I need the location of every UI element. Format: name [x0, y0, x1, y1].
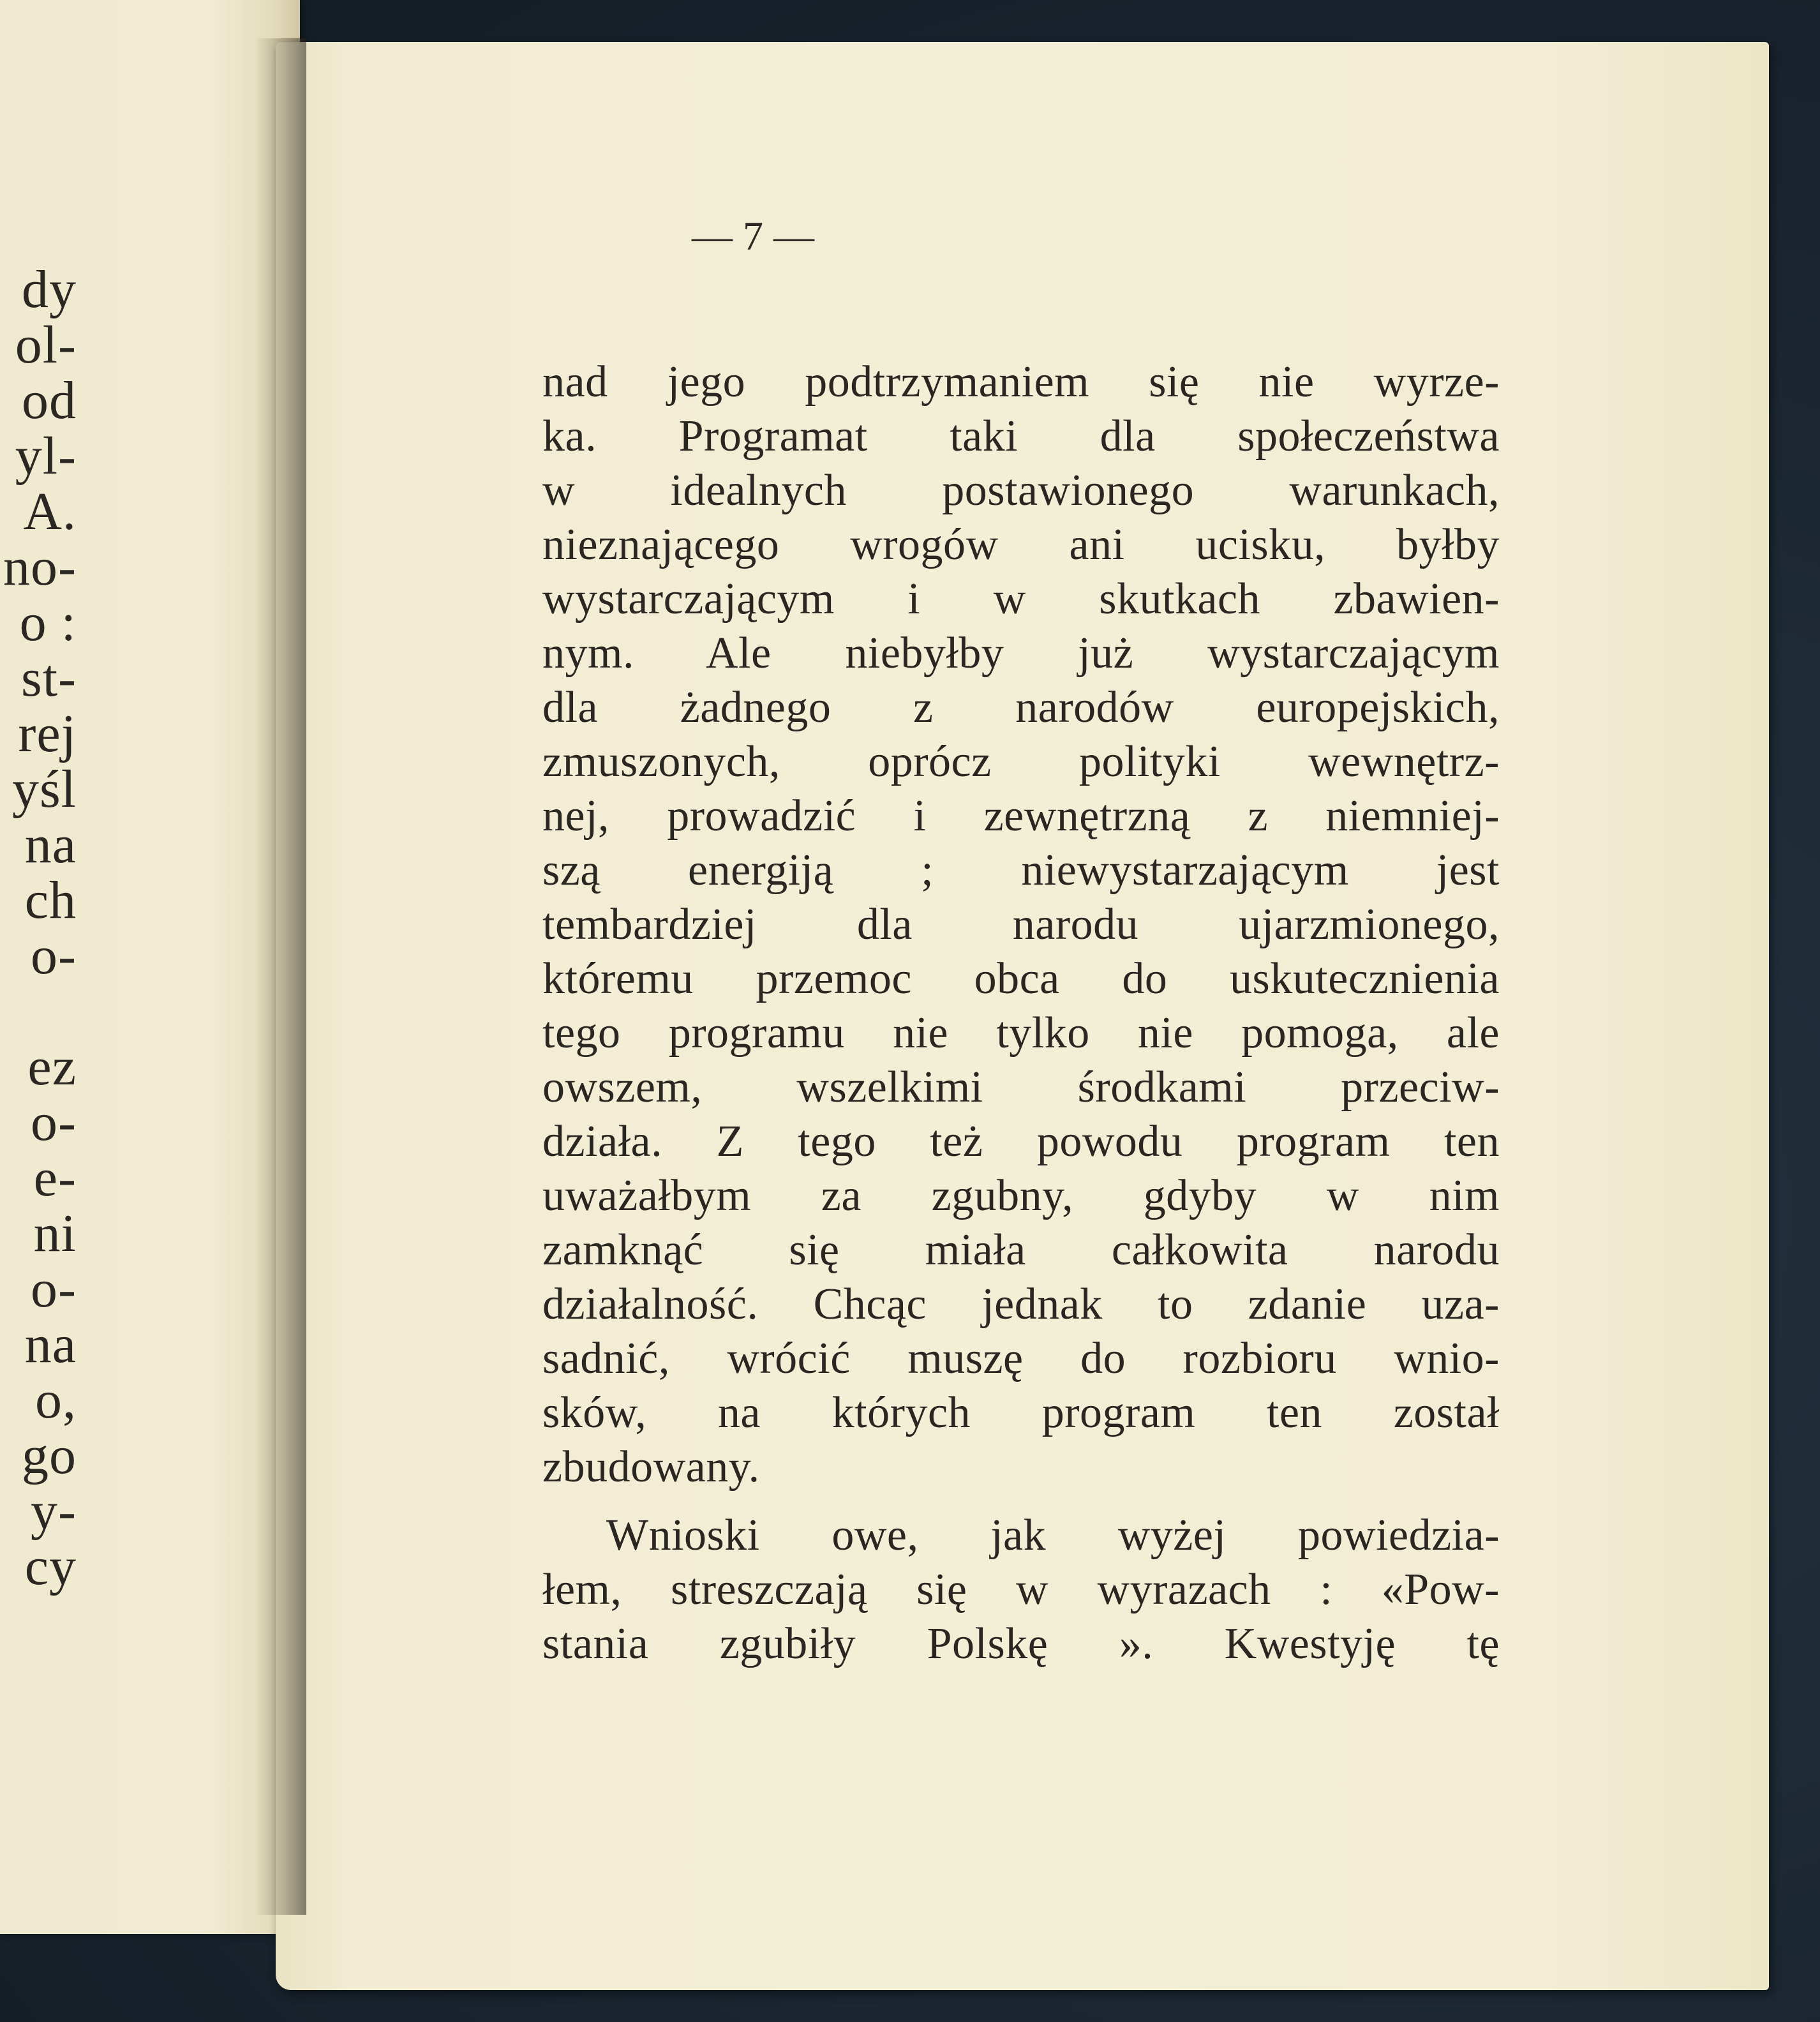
paragraph	[542, 1508, 1500, 1671]
left-page-fragment: o-	[31, 926, 77, 985]
left-page-fragment: no-	[3, 537, 77, 597]
text-line: tego programu nie tylko nie pomoga, ale	[542, 1008, 1500, 1058]
paragraph-spacer	[542, 1494, 1500, 1508]
left-page-fragment: st-	[21, 648, 77, 708]
text-line: dla żadnego z narodów europejskich,	[542, 683, 1500, 732]
text-line: szą energiją ; niewystarzającym jest	[542, 846, 1500, 895]
left-page-fragment: cy	[24, 1537, 77, 1596]
text-line: wystarczającym i w skutkach zbawien-	[542, 574, 1500, 624]
text-line: owszem, wszelkimi środkami przeciw-	[542, 1063, 1500, 1112]
text-line: uważałbym za zgubny, gdyby w nim	[542, 1171, 1500, 1220]
left-page-fragment: e-	[33, 1148, 77, 1208]
left-page-fragment: yl-	[15, 426, 77, 486]
left-page-fragment: go	[22, 1426, 77, 1485]
left-page-fragment: ol-	[15, 315, 77, 375]
text-line: nym. Ale niebyłby już wystarczającym	[542, 629, 1500, 678]
text-line: Wnioski owe, jak wyżej powiedzia-	[606, 1511, 1500, 1560]
left-page-text-fragments	[0, 262, 77, 1594]
page-body-text	[542, 355, 1500, 1671]
text-line: zbudowany.	[542, 1442, 760, 1492]
left-page-fragment: ez	[27, 1037, 77, 1097]
text-line: zmuszonych, oprócz polityki wewnętrz-	[542, 737, 1500, 786]
left-page-fragment: ch	[24, 871, 77, 930]
text-line: nieznającego wrogów ani ucisku, byłby	[542, 520, 1500, 569]
text-line: działa. Z tego też powodu program ten	[542, 1117, 1500, 1166]
text-line: łem, streszczają się w wyrazach : «Pow-	[542, 1565, 1500, 1614]
left-page-fragment: y-	[31, 1481, 77, 1541]
text-line: w idealnych postawionego warunkach,	[542, 466, 1500, 515]
left-page-fragment: na	[24, 1315, 77, 1374]
text-line: nad jego podtrzymaniem się nie wyrze-	[542, 357, 1500, 407]
left-page-fragment: ni	[33, 1204, 77, 1263]
left-page-fragment: rej	[18, 704, 77, 763]
text-line: tembardziej dla narodu ujarzmionego,	[542, 900, 1500, 949]
left-page-fragment: A.	[23, 482, 77, 541]
page-number: — 7 —	[692, 213, 814, 258]
paragraph	[542, 355, 1500, 1494]
text-line: któremu przemoc obca do uskutecznienia	[542, 954, 1500, 1003]
left-page-fragment: o,	[35, 1370, 77, 1430]
text-line: zamknąć się miała całkowita narodu	[542, 1225, 1500, 1275]
text-line: sadnić, wrócić muszę do rozbioru wnio-	[542, 1334, 1500, 1383]
text-line: działalność. Chcąc jednak to zdanie uza-	[542, 1280, 1500, 1329]
text-line: sków, na których program ten został	[542, 1388, 1500, 1437]
left-page-fragment	[0, 984, 77, 1039]
left-page-fragment: dy	[22, 260, 77, 319]
left-page-fragment: o-	[31, 1259, 77, 1319]
left-page-fragment: od	[22, 371, 77, 430]
text-line: nej, prowadzić i zewnętrzną z niemniej-	[542, 791, 1500, 841]
left-page-fragment: o :	[19, 593, 77, 652]
text-line: stania zgubiły Polskę ». Kwestyję tę	[542, 1619, 1500, 1668]
text-line: ka. Programat taki dla społeczeństwa	[542, 412, 1500, 461]
left-page-fragment: na	[24, 815, 77, 874]
book-gutter-shadow	[255, 38, 306, 1915]
left-page-fragment: o-	[31, 1093, 77, 1152]
left-page-fragment: yśl	[11, 760, 77, 819]
